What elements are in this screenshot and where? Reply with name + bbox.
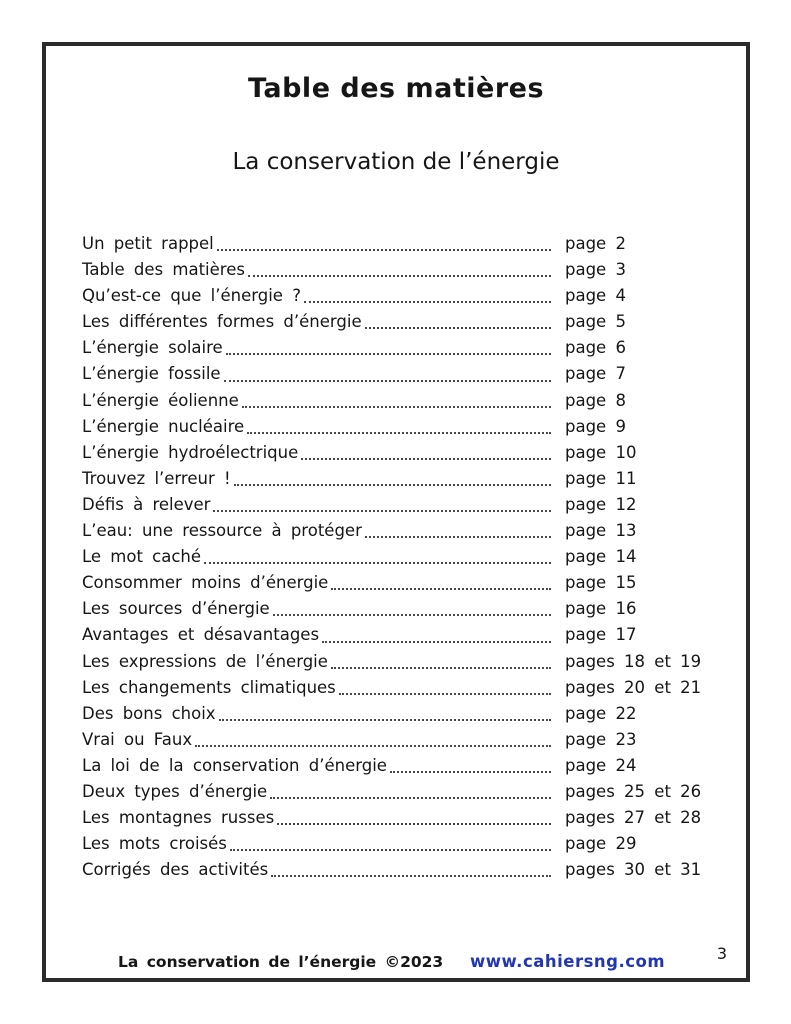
toc-entry [82, 805, 732, 831]
toc-entry-label: Défis à relever [82, 494, 211, 514]
toc-entry [82, 727, 732, 753]
toc-entry-main [82, 257, 553, 283]
toc-entry-page: page 10 [565, 442, 637, 462]
toc-leader-dots [234, 484, 551, 486]
toc-entry-page: page 17 [565, 625, 637, 645]
toc-entry [82, 857, 732, 883]
toc-entry-label: L’énergie hydroélectrique [82, 442, 299, 462]
toc-entry-page: page 6 [565, 338, 626, 358]
toc-entry-label: L’énergie solaire [82, 338, 223, 358]
toc-entry [82, 544, 732, 570]
toc-entry-main [82, 805, 553, 831]
toc-leader-dots [195, 745, 551, 747]
toc-entry-label: La loi de la conservation d’énergie [82, 755, 387, 775]
toc-entry-main [82, 492, 553, 518]
section-title: La conservation de l’énergie [232, 149, 560, 175]
toc-entry-main [82, 831, 553, 857]
toc-entry [82, 518, 732, 544]
toc-entry-main [82, 466, 553, 492]
toc-entry-main [82, 622, 553, 648]
toc-entry [82, 440, 732, 466]
toc-entry-label: Trouvez l’erreur ! [82, 468, 231, 488]
toc-leader-dots [322, 641, 551, 643]
toc-entry-label: Les changements climatiques [82, 677, 336, 697]
toc-leader-dots [331, 588, 551, 590]
toc-entry-label: Les mots croisés [82, 834, 227, 854]
toc-leader-dots [301, 458, 551, 460]
toc-leader-dots [331, 667, 551, 669]
toc-entry-page: page 13 [565, 521, 637, 541]
toc-entry-label: Qu’est-ce que l’énergie ? [82, 286, 301, 306]
toc-entry-label: Les sources d’énergie [82, 599, 270, 619]
toc-entry-label: Deux types d’énergie [82, 781, 268, 801]
toc-leader-dots [230, 849, 551, 851]
toc-entry [82, 492, 732, 518]
toc-leader-dots [247, 432, 551, 434]
toc-entry-main [82, 779, 553, 805]
footer-copyright: La conservation de l’énergie ©2023 [118, 953, 444, 971]
toc-entry [82, 361, 732, 387]
toc-entry-main [82, 388, 553, 414]
toc-entry-main [82, 335, 553, 361]
toc-entry-page: pages 30 et 31 [565, 860, 702, 880]
toc-entry-page: page 11 [565, 468, 637, 488]
toc-entry [82, 622, 732, 648]
toc-entry-page: pages 27 et 28 [565, 808, 702, 828]
toc-entry-page: page 23 [565, 729, 637, 749]
toc-entry-main [82, 596, 553, 622]
toc-entry-label: Les expressions de l’énergie [82, 651, 328, 671]
page-frame [42, 42, 750, 982]
toc-entry [82, 414, 732, 440]
toc-entry-label: Un petit rappel [82, 234, 214, 253]
toc-entry [82, 309, 732, 335]
toc-entry-page: page 8 [565, 390, 626, 410]
toc-entry-label: Vrai ou Faux [82, 729, 193, 749]
toc-leader-dots [219, 719, 551, 721]
toc-leader-dots [242, 406, 551, 408]
toc-entry-page: page 9 [565, 416, 626, 436]
toc-entry-page: page 24 [565, 755, 637, 775]
toc-entry [82, 675, 732, 701]
toc-entry-main [82, 518, 553, 544]
toc-entry [82, 649, 732, 675]
toc-entry-page: page 12 [565, 494, 637, 514]
toc-entry-label: Des bons choix [82, 703, 216, 723]
toc-entry-page: page 2 [565, 234, 626, 253]
toc-entry-label: Consommer moins d’énergie [82, 573, 329, 593]
toc-leader-dots [365, 536, 551, 538]
toc-entry-label: Avantages et désavantages [82, 625, 320, 645]
page-number: 3 [716, 944, 727, 963]
toc-entry [82, 466, 732, 492]
toc-entry-label: L’énergie nucléaire [82, 416, 245, 436]
page-title: Table des matières [247, 73, 545, 104]
toc-entry-page: page 22 [565, 703, 637, 723]
toc-entry-label: L’énergie fossile [82, 364, 221, 384]
toc-entry-page: page 5 [565, 312, 626, 332]
toc-entry-label: Les montagnes russes [82, 808, 275, 828]
toc-entry-page: page 7 [565, 364, 626, 384]
toc-entry [82, 753, 732, 779]
toc-entry-label: L’eau: une ressource à protéger [82, 521, 362, 541]
toc-leader-dots [339, 693, 551, 695]
toc-leader-dots [224, 380, 551, 382]
toc-entry-main [82, 570, 553, 596]
toc-entry-page: pages 25 et 26 [565, 781, 702, 801]
toc-entry-page: page 15 [565, 573, 637, 593]
toc-leader-dots [213, 510, 551, 512]
toc-entry-label: Table des matières [82, 260, 245, 280]
toc-entry [82, 388, 732, 414]
toc-entry-main [82, 675, 553, 701]
toc-entry [82, 570, 732, 596]
toc-leader-dots [304, 301, 551, 303]
toc-entry-main [82, 727, 553, 753]
toc-entry-page: pages 18 et 19 [565, 651, 702, 671]
toc-entry-main [82, 231, 553, 257]
footer-website-link[interactable]: www.cahiersng.com [470, 952, 666, 971]
toc-entry-label: Corrigés des activités [82, 860, 269, 880]
toc-entry-page: page 14 [565, 547, 637, 567]
toc-entry-main [82, 753, 553, 779]
toc-entry [82, 335, 732, 361]
toc-leader-dots [365, 327, 551, 329]
toc-entry-main [82, 361, 553, 387]
toc-leader-dots [204, 562, 551, 564]
toc-entry-page: page 4 [565, 286, 626, 306]
toc-entry-main [82, 857, 553, 883]
toc-entry [82, 257, 732, 283]
toc-leader-dots [226, 353, 551, 355]
toc-entry-page: page 29 [565, 834, 637, 854]
toc-entry-label: Les différentes formes d’énergie [82, 312, 362, 332]
toc-entry [82, 701, 732, 727]
toc-entry-main [82, 309, 553, 335]
toc-entry-main [82, 414, 553, 440]
toc-list [82, 231, 732, 883]
toc-leader-dots [390, 771, 551, 773]
toc-entry [82, 596, 732, 622]
toc-leader-dots [217, 249, 551, 251]
toc-leader-dots [248, 275, 551, 277]
toc-entry [82, 283, 732, 309]
toc-entry-page: pages 20 et 21 [565, 677, 702, 697]
toc-entry-label: L’énergie éolienne [82, 390, 239, 410]
toc-entry-page: page 3 [565, 260, 626, 280]
toc-entry-main [82, 283, 553, 309]
toc-entry-page: page 16 [565, 599, 637, 619]
toc-leader-dots [271, 875, 551, 877]
toc-entry [82, 831, 732, 857]
toc-entry-main [82, 544, 553, 570]
toc-leader-dots [277, 823, 551, 825]
toc-entry-main [82, 701, 553, 727]
toc-entry [82, 231, 732, 257]
toc-entry [82, 779, 732, 805]
toc-entry-main [82, 649, 553, 675]
toc-leader-dots [273, 614, 551, 616]
toc-entry-label: Le mot caché [82, 547, 202, 567]
toc-leader-dots [270, 797, 551, 799]
toc-entry-main [82, 440, 553, 466]
